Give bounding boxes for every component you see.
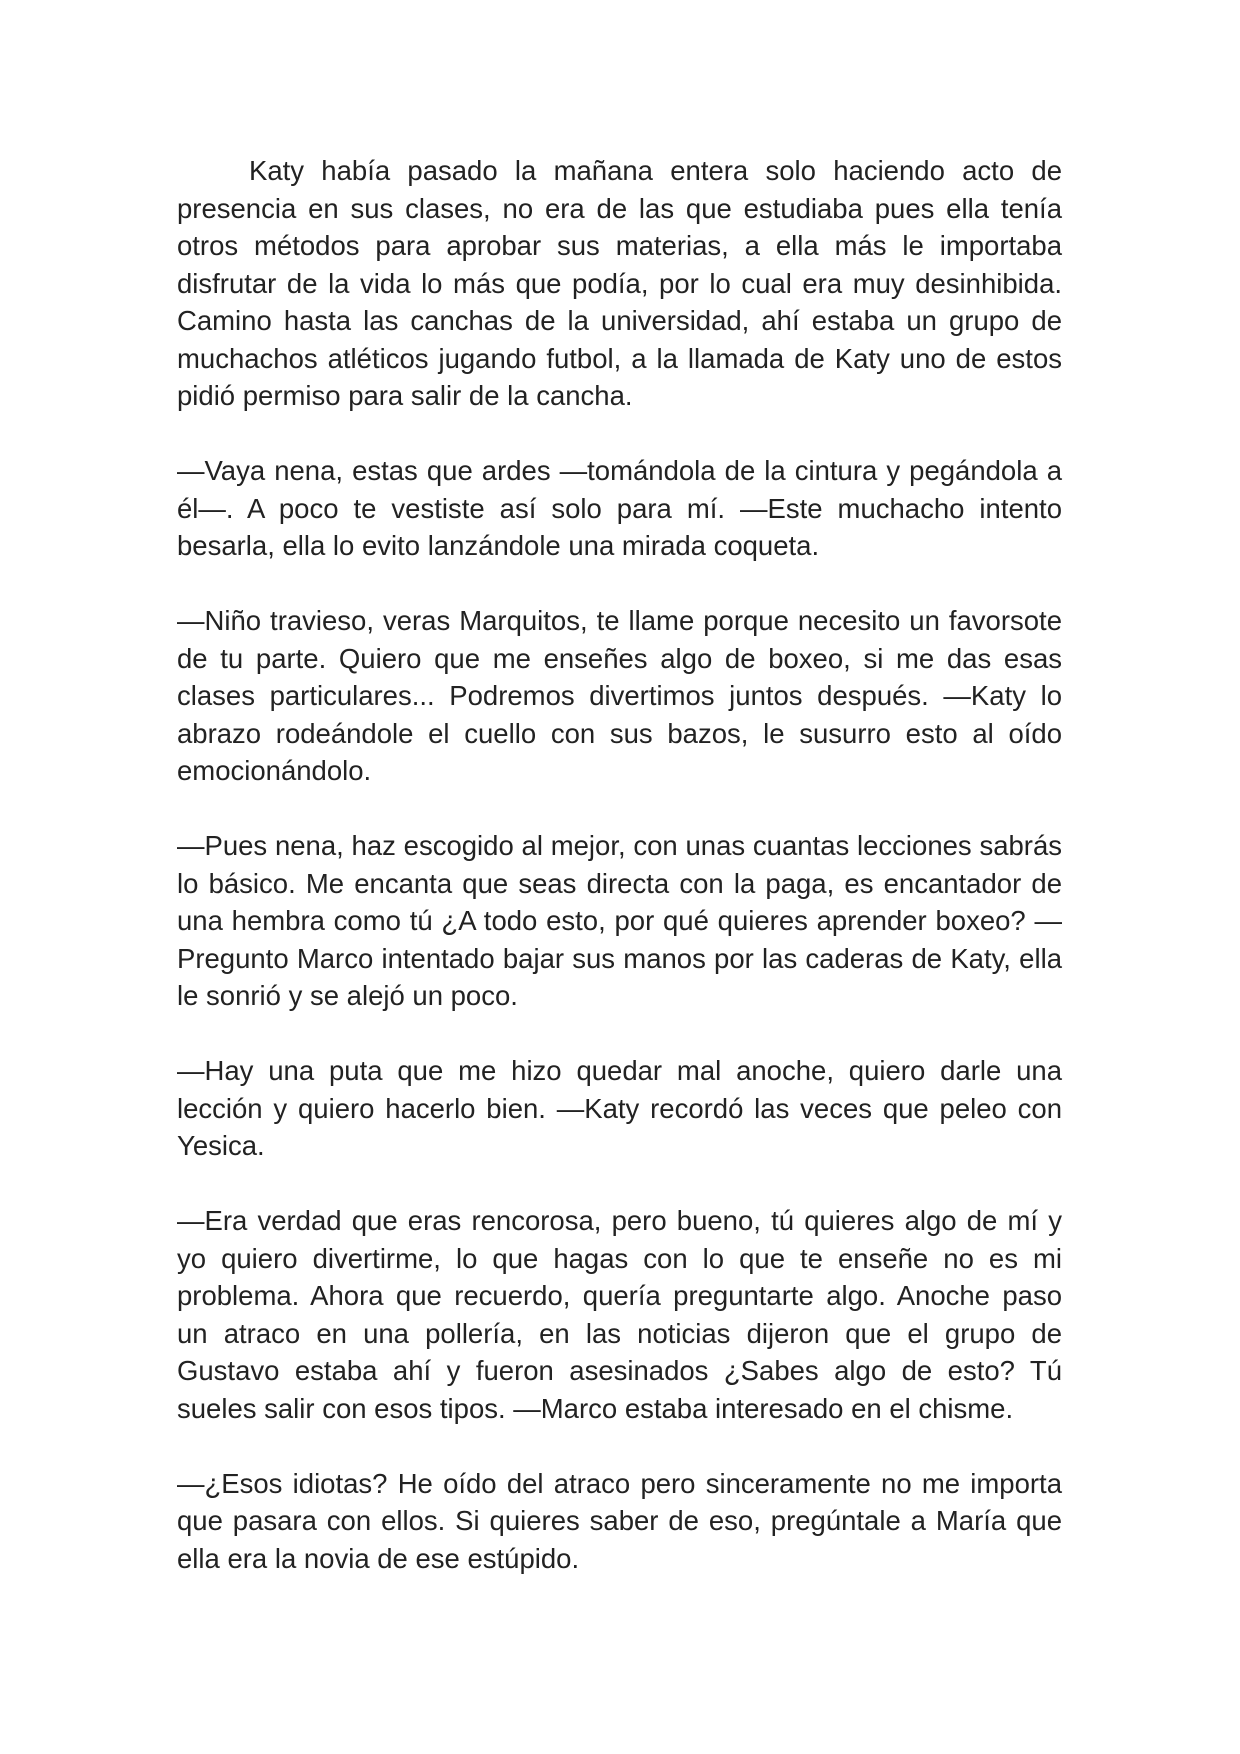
paragraph-2: —Vaya nena, estas que ardes —tomándola de la cintura y pegándola a él—. A poco te vestiste así solo para mí. —Este muchacho intento besarla, ella lo evito lanzándole una mirada coqueta.: [177, 455, 1062, 561]
paragraph-3: —Niño travieso, veras Marquitos, te llame porque necesito un favorsote de tu parte. Quiero que me enseñes algo de boxeo, si me das esas clases particulares... Podremos divertimos juntos después. —Katy lo abrazo rodeándole el cuello con sus bazos, le susurro esto al oído emocionándolo.: [177, 605, 1062, 786]
paragraph-5: —Hay una puta que me hizo quedar mal anoche, quiero darle una lección y quiero hacerlo bien. —Katy recordó las veces que peleo con Yesica.: [177, 1055, 1062, 1161]
paragraph-1: Katy había pasado la mañana entera solo haciendo acto de presencia en sus clases, no era de las que estudiaba pues ella tenía otros métodos para aprobar sus materias, a ella más le importaba disfrutar de la vida lo más que podía, por lo cual era muy desinhibida. Camino hasta las canchas de la universidad, ahí estaba un grupo de muchachos atléticos jugando futbol, a la llamada de Katy uno de estos pidió permiso para salir de la cancha.: [177, 155, 1062, 411]
document-page: [177, 152, 1062, 1615]
paragraph-4: —Pues nena, haz escogido al mejor, con unas cuantas lecciones sabrás lo básico. Me encanta que seas directa con la paga, es encantador de una hembra como tú ¿A todo esto, por qué quieres aprender boxeo? —Pregunto Marco intentado bajar sus manos por las caderas de Katy, ella le sonrió y se alejó un poco.: [177, 830, 1062, 1011]
paragraph-7: —¿Esos idiotas? He oído del atraco pero sinceramente no me importa que pasara con ellos. Si quieres saber de eso, pregúntale a María que ella era la novia de ese estúpido.: [177, 1467, 1062, 1574]
paragraph-6: —Era verdad que eras rencorosa, pero bueno, tú quieres algo de mí y yo quiero divertirme, lo que hagas con lo que te enseñe no es mi problema. Ahora que recuerdo, quería preguntarte algo. Anoche paso un atraco en una pollería, en las noticias dijeron que el grupo de Gustavo estaba ahí y fueron asesinados ¿Sabes algo de esto? Tú sueles salir con esos tipos. —Marco estaba interesado en el chisme.: [177, 1205, 1062, 1424]
